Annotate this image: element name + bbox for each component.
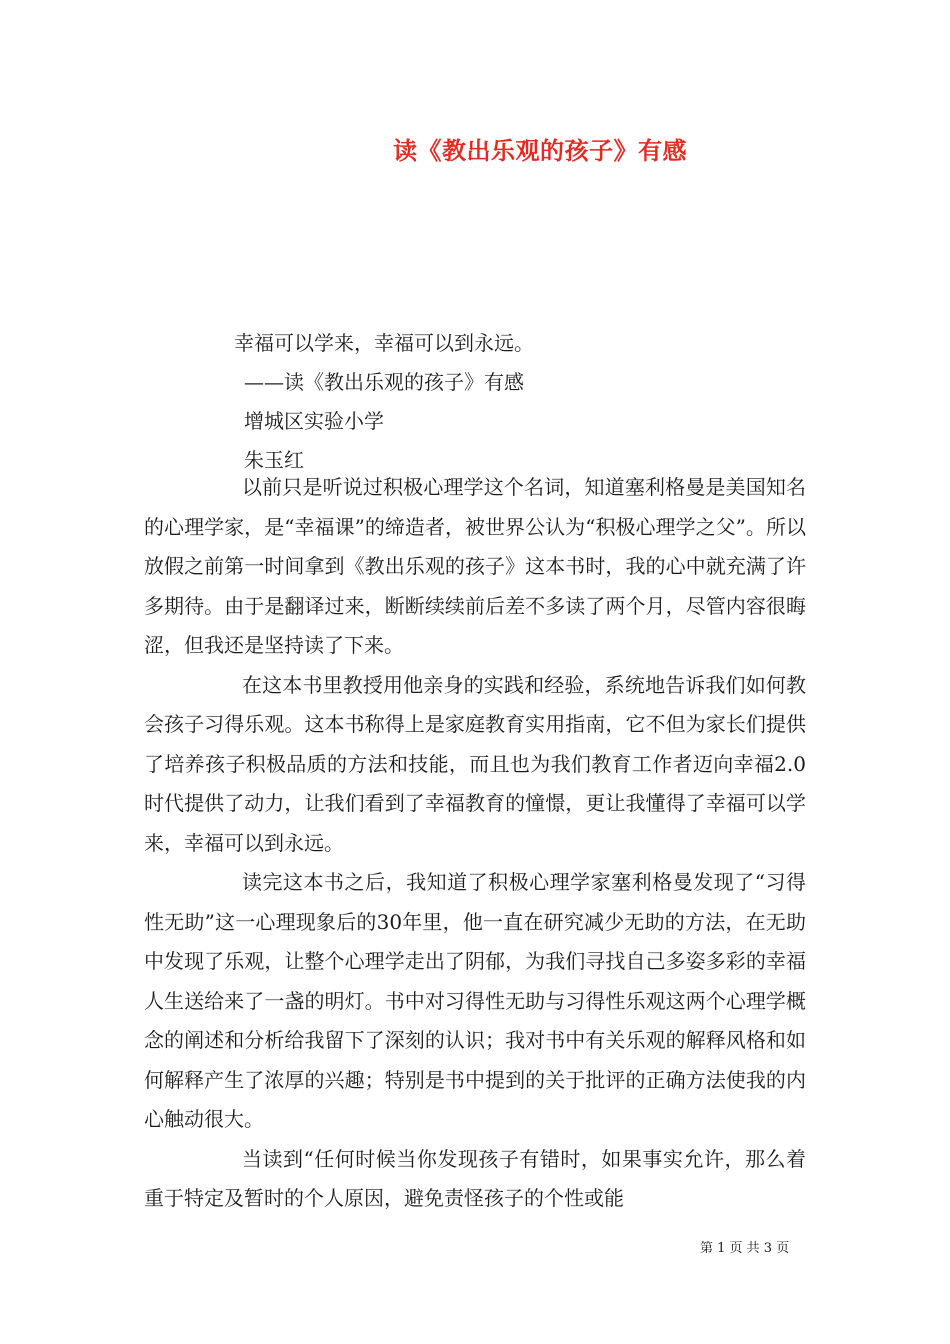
heading-line-school: 增城区实验小学 (244, 409, 384, 433)
paragraph: 读完这本书之后，我知道了积极心理学家塞利格曼发现了“习得性无助”这一心理现象后的30年里，他一直在研究减少无助的方法，在无助中发现了乐观，让整个心理学走出了阴郁，为我们寻找自己多姿多彩的幸福人生送给来了一盏的明灯。书中对习得性无助与习得性乐观这两个心理学概念的阐述和分析给我留下了深刻的认识；我对书中有关乐观的解释风格和如何解释产生了浓厚的兴趣；特别是书中提到的关于批评的正确方法使我的内心触动很大。 (144, 870, 806, 1131)
heading-line-author: 朱玉红 (244, 448, 304, 472)
paragraph: 在这本书里教授用他亲身的实践和经验，系统地告诉我们如何教会孩子习得乐观。这本书称得上是家庭教育实用指南，它不但为家长们提供了培养孩子积极品质的方法和技能，而且也为我们教育工作者迈向幸福2.0时代提供了动力，让我们看到了幸福教育的憧憬，更让我懂得了幸福可以学来，幸福可以到永远。 (144, 672, 806, 855)
document-body (144, 468, 806, 1219)
heading-line-book: ——读《教出乐观的孩子》有感 (244, 370, 524, 394)
heading-line-subtitle: 幸福可以学来，幸福可以到永远。 (234, 331, 534, 355)
page-footer: 第 1 页 共 3 页 (700, 1241, 790, 1256)
paragraph: 当读到“任何时候当你发现孩子有错时，如果事实允许，那么着重于特定及暂时的个人原因，避免责怪孩子的个性或能 (144, 1146, 806, 1210)
paragraph: 以前只是听说过积极心理学这个名词，知道塞利格曼是美国知名的心理学家，是“幸福课”的缔造者，被世界公认为“积极心理学之父”。所以放假之前第一时间拿到《教出乐观的孩子》这本书时，我的心中就充满了许多期待。由于是翻译过来，断断续续前后差不多读了两个月，尽管内容很晦涩，但我还是坚持读了下来。 (144, 475, 806, 657)
document-title: 读《教出乐观的孩子》有感 (393, 136, 687, 165)
